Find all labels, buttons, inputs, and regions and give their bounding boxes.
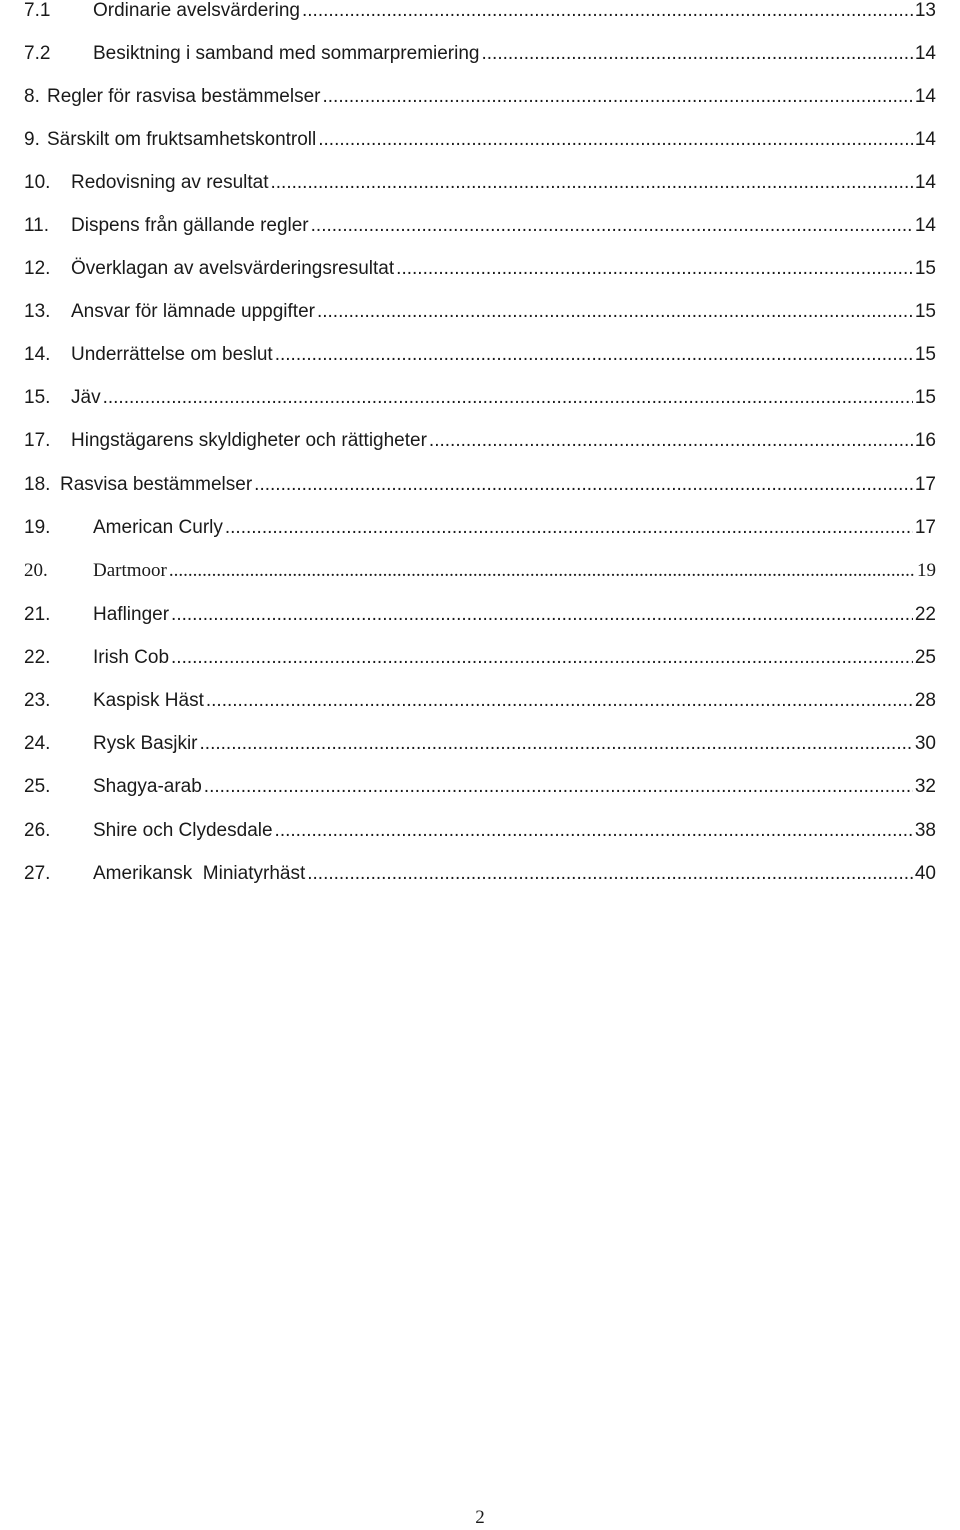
toc-entry-line	[93, 859, 936, 889]
toc-entry-title: Besiktning i samband med sommarpremiering	[93, 43, 480, 64]
toc-entry-number: 20.	[24, 560, 48, 581]
toc-entry-title: Amerikansk Miniatyrhäst	[93, 863, 306, 884]
toc-entry-title: Irish Cob	[93, 647, 170, 668]
toc-dot-leader	[307, 859, 913, 889]
toc-entry-number: 26.	[24, 820, 51, 841]
toc-entry-number: 10.	[24, 172, 51, 193]
toc-entry-number: 7.1	[24, 0, 51, 21]
toc-dot-leader	[317, 297, 913, 327]
toc-entry-line	[93, 686, 936, 716]
toc-entry-25[interactable]	[0, 772, 960, 802]
toc-entry-11[interactable]	[0, 211, 960, 241]
toc-entry-title: Haflinger	[93, 604, 170, 625]
toc-entry-page: 38	[914, 820, 936, 841]
toc-entry-page: 15	[914, 387, 936, 408]
toc-entry-title: Ordinarie avelsvärdering	[93, 0, 300, 21]
toc-entry-21[interactable]	[0, 600, 960, 630]
toc-entry-26[interactable]	[0, 816, 960, 846]
toc-entry-page: 15	[914, 301, 936, 322]
toc-entry-page: 17	[914, 517, 936, 538]
toc-entry-line	[93, 816, 936, 846]
toc-entry-number: 24.	[24, 733, 51, 754]
toc-dot-leader	[171, 643, 913, 673]
toc-entry-line	[71, 426, 936, 456]
toc-dot-leader	[204, 772, 913, 802]
toc-entry-27[interactable]	[0, 859, 960, 889]
toc-entry-18[interactable]	[0, 470, 960, 500]
toc-entry-title: Dartmoor	[93, 560, 167, 581]
toc-entry-title: American Curly	[93, 517, 223, 538]
toc-entry-title: Shagya-arab	[93, 776, 202, 797]
toc-entry-page: 30	[914, 733, 936, 754]
toc-entry-title: Ansvar för lämnade uppgifter	[71, 301, 315, 322]
toc-entry-number: 7.2	[24, 43, 51, 64]
toc-entry-line	[93, 39, 936, 69]
toc-entry-number: 18.	[24, 474, 51, 495]
toc-entry-number: 22.	[24, 647, 51, 668]
toc-dot-leader	[275, 340, 913, 370]
toc-entry-line	[93, 772, 936, 802]
toc-entry-line	[71, 168, 936, 198]
toc-entry-line	[71, 254, 936, 284]
toc-entry-page: 40	[914, 863, 936, 884]
toc-entry-page: 13	[914, 0, 936, 21]
toc-entry-title: Kaspisk Häst	[93, 690, 204, 711]
toc-entry-12[interactable]	[0, 254, 960, 284]
toc-entry-20[interactable]	[0, 556, 960, 586]
toc-entry-number: 19.	[24, 517, 51, 538]
toc-dot-leader	[318, 125, 913, 155]
toc-entry-title: Dispens från gällande regler	[71, 215, 309, 236]
toc-entry-number: 13.	[24, 301, 51, 322]
toc-entry-title: Överklagan av avelsvärderingsresultat	[71, 258, 395, 279]
toc-entry-number: 21.	[24, 604, 51, 625]
toc-dot-leader	[322, 82, 912, 112]
toc-entry-title: Rysk Basjkir	[93, 733, 198, 754]
toc-entry-line	[71, 297, 936, 327]
toc-entry-7-2[interactable]	[0, 39, 960, 69]
toc-entry-page: 28	[914, 690, 936, 711]
toc-entry-title: Shire och Clydesdale	[93, 820, 273, 841]
toc-entry-page: 25	[914, 647, 936, 668]
toc-dot-leader	[200, 729, 913, 759]
toc-dot-leader	[271, 168, 913, 198]
toc-dot-leader	[206, 686, 913, 716]
toc-entry-line	[47, 82, 936, 112]
toc-entry-title: Hingstägarens skyldigheter och rättigheter	[71, 430, 427, 451]
toc-entry-line	[93, 0, 936, 26]
toc-entry-number: 27.	[24, 863, 51, 884]
toc-dot-leader	[275, 816, 913, 846]
toc-entry-number: 8.	[24, 86, 40, 107]
toc-dot-leader	[225, 513, 913, 543]
toc-entry-page: 14	[914, 215, 936, 236]
toc-entry-title: Regler för rasvisa bestämmelser	[47, 86, 321, 107]
toc-entry-24[interactable]	[0, 729, 960, 759]
toc-entry-number: 23.	[24, 690, 51, 711]
toc-entry-title: Jäv	[71, 387, 101, 408]
toc-entry-17[interactable]	[0, 426, 960, 456]
toc-entry-title: Rasvisa bestämmelser	[60, 474, 253, 495]
toc-entry-page: 14	[914, 86, 936, 107]
toc-entry-number: 25.	[24, 776, 51, 797]
toc-entry-line	[71, 383, 936, 413]
toc-entry-page: 16	[914, 430, 936, 451]
toc-entry-title: Särskilt om fruktsamhetskontroll	[47, 129, 317, 150]
toc-dot-leader	[396, 254, 913, 284]
toc-entry-line	[93, 643, 936, 673]
toc-entry-13[interactable]	[0, 297, 960, 327]
toc-entry-title: Redovisning av resultat	[71, 172, 269, 193]
toc-entry-page: 14	[914, 129, 936, 150]
toc-dot-leader	[171, 600, 913, 630]
toc-entry-7-1[interactable]	[0, 0, 960, 26]
toc-entry-line	[93, 513, 936, 543]
toc-entry-page: 19	[917, 560, 936, 581]
toc-entry-number: 9.	[24, 129, 40, 150]
toc-entry-page: 32	[914, 776, 936, 797]
toc-entry-line	[60, 470, 936, 500]
toc-entry-line	[71, 340, 936, 370]
toc-entry-title: Underrättelse om beslut	[71, 344, 273, 365]
toc-entry-page: 15	[914, 258, 936, 279]
toc-dot-leader	[302, 0, 913, 26]
toc-entry-line	[47, 125, 936, 155]
toc-entry-line	[93, 600, 936, 630]
toc-dot-leader	[103, 383, 913, 413]
toc-dot-leader	[311, 211, 913, 241]
toc-entry-number: 15.	[24, 387, 51, 408]
toc-entry-22[interactable]	[0, 643, 960, 673]
toc-dot-leader	[429, 426, 913, 456]
toc-dot-leader	[254, 470, 913, 500]
toc-dot-leader	[169, 556, 915, 586]
toc-entry-15[interactable]	[0, 383, 960, 413]
toc-entry-9[interactable]	[0, 125, 960, 155]
toc-entry-page: 14	[914, 43, 936, 64]
toc-entry-14[interactable]	[0, 340, 960, 370]
toc-entry-10[interactable]	[0, 168, 960, 198]
toc-entry-page: 15	[914, 344, 936, 365]
toc-entry-page: 14	[914, 172, 936, 193]
toc-entry-23[interactable]	[0, 686, 960, 716]
toc-entry-line	[71, 211, 936, 241]
toc-entry-number: 14.	[24, 344, 51, 365]
toc-entry-page: 22	[914, 604, 936, 625]
toc-entry-number: 12.	[24, 258, 51, 279]
toc-entry-8[interactable]	[0, 82, 960, 112]
page-number: 2	[475, 1507, 485, 1528]
toc-entry-page: 17	[914, 474, 936, 495]
toc-entry-number: 11.	[24, 215, 50, 236]
toc-entry-line	[93, 556, 936, 586]
toc-dot-leader	[482, 39, 913, 69]
toc-entry-line	[93, 729, 936, 759]
toc-entry-number: 17.	[24, 430, 51, 451]
toc-entry-19[interactable]	[0, 513, 960, 543]
